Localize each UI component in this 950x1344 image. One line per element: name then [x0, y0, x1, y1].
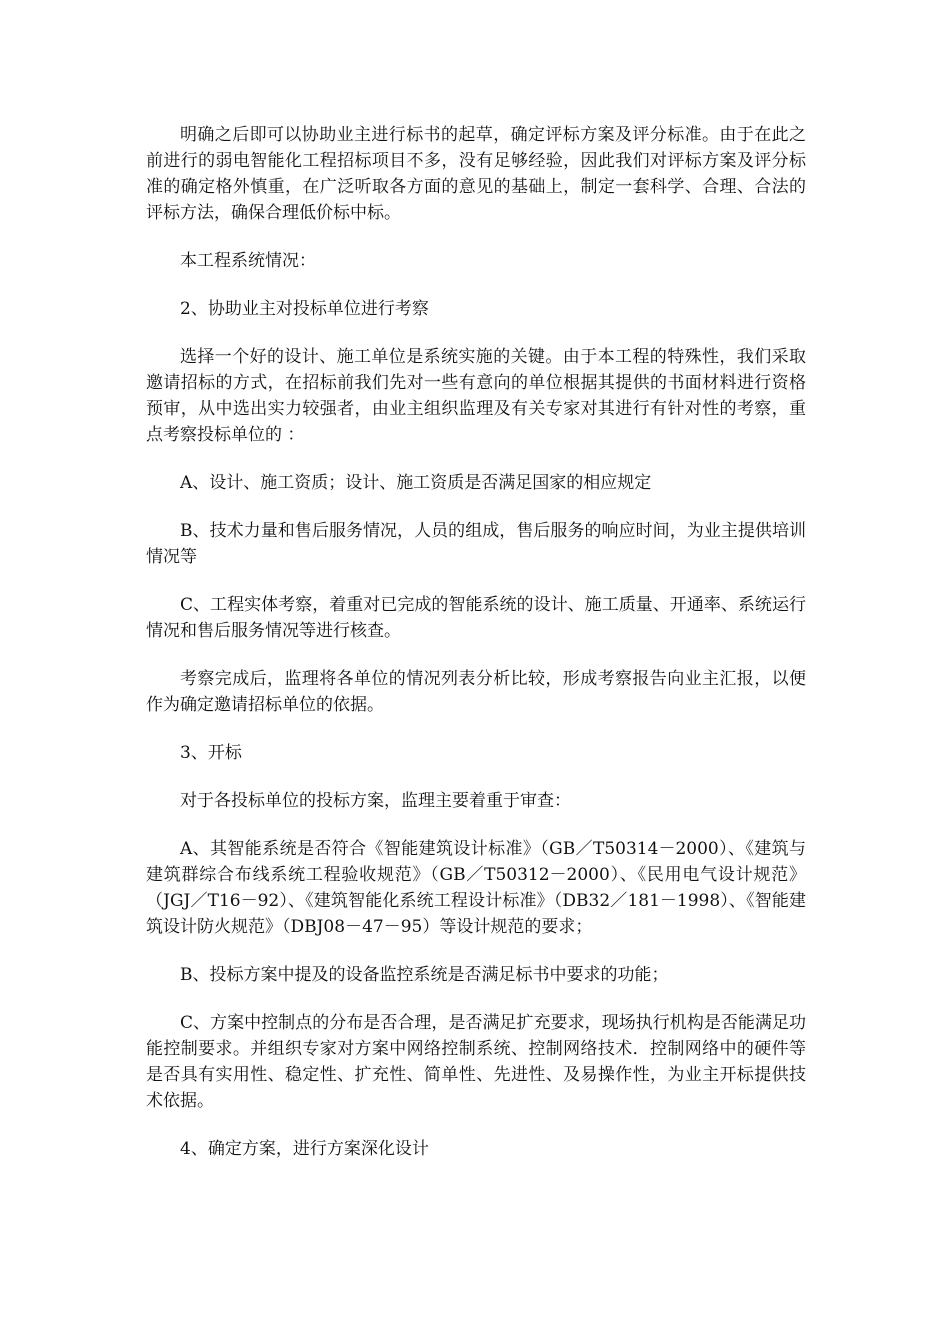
paragraph-report: 考察完成后，监理将各单位的情况列表分析比较，形成考察报告向业主汇报，以便作为确定邀请招标单位的依据。 — [146, 669, 806, 715]
paragraph-selection: 选择一个好的设计、施工单位是系统实施的关键。由于本工程的特殊性，我们采取邀请招标的方式，在招标前我们先对一些有意向的单位根据其提供的书面材料进行资格预审，从中选出实力较强者，由业主组织监理及有关专家对其进行有针对性的考察，重点考察投标单位的 ： — [146, 347, 806, 445]
section-heading-2: 2、协助业主对投标单位进行考察 — [180, 299, 429, 319]
review-item-a: A、其智能系统是否符合《智能建筑设计标准》（GB／T50314－2000）、《建筑与建筑群综合布线系统工程验收规范》（GB／T50312－2000）、《民用电气设计规范》（JGJ／T16－92）、《建筑智能化系统工程设计标准》（DB32／181－1998）、《智能建筑设计防火规范》（DBJ08－47－95）等设计规范的要求； — [146, 839, 806, 937]
paragraph-system-status: 本工程系统情况： — [180, 251, 316, 271]
list-item-c: C、工程实体考察，着重对已完成的智能系统的设计、施工质量、开通率、系统运行情况和售后服务情况等进行核查。 — [146, 595, 806, 641]
document-body — [146, 122, 806, 1184]
section-heading-4: 4、确定方案，进行方案深化设计 — [180, 1139, 429, 1159]
list-item-a: A、设计、施工资质；设计、施工资质是否满足国家的相应规定 — [180, 473, 652, 493]
list-item-b: B、技术力量和售后服务情况，人员的组成，售后服务的响应时间，为业主提供培训情况等 — [146, 521, 806, 567]
review-item-b: B、投标方案中提及的设备监控系统是否满足标书中要求的功能； — [180, 965, 669, 985]
section-heading-3: 3、开标 — [180, 743, 242, 763]
review-item-c: C、方案中控制点的分布是否合理，是否满足扩充要求，现场执行机构是否能满足功能控制要求。并组织专家对方案中网络控制系统、控制网络技术．控制网络中的硬件等是否具有实用性、稳定性、扩充性、简单性、先进性、及易操作性，为业主开标提供技术依据。 — [146, 1013, 806, 1111]
paragraph-review: 对于各投标单位的投标方案，监理主要着重于审查： — [180, 791, 571, 811]
paragraph-intro: 明确之后即可以协助业主进行标书的起草，确定评标方案及评分标准。由于在此之前进行的弱电智能化工程招标项目不多，没有足够经验，因此我们对评标方案及评分标准的确定格外慎重，在广泛听取各方面的意见的基础上，制定一套科学、合理、合法的评标方法，确保合理低价标中标。 — [146, 125, 806, 223]
